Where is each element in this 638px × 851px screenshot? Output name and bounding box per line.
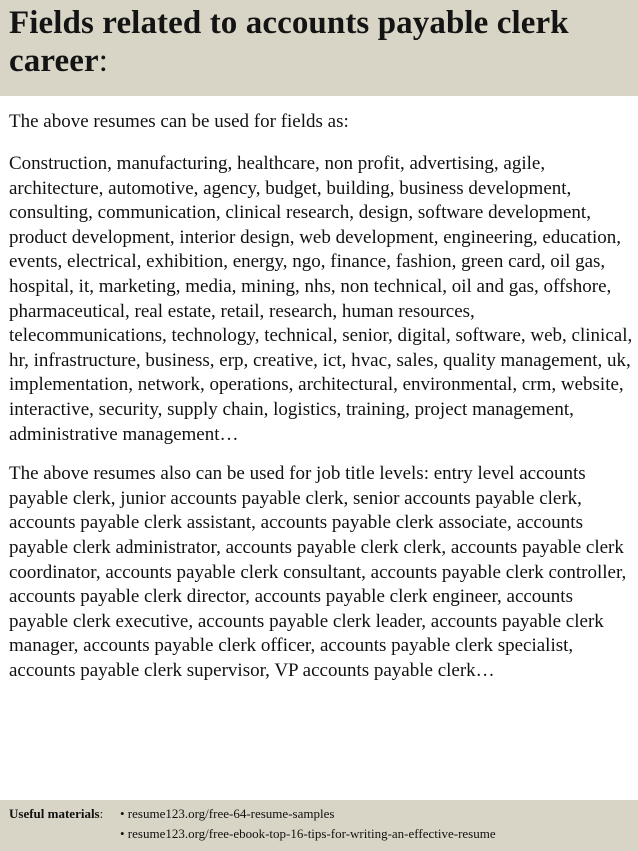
useful-materials-label-text: Useful materials bbox=[9, 806, 100, 821]
link-ebook-resume-tips[interactable]: • resume123.org/free-ebook-top-16-tips-for-writing-an-effective-resume bbox=[120, 826, 496, 841]
useful-materials-band bbox=[0, 800, 638, 851]
footer-row-1 bbox=[9, 804, 638, 824]
page-title-text: Fields related to accounts payable clerk career bbox=[9, 5, 569, 79]
intro-text: The above resumes can be used for fields as: bbox=[9, 111, 349, 132]
job-levels-text: The above resumes also can be used for job title levels: entry level accounts payable clerk, junior accounts payable clerk, senior accounts payable clerk, accounts payable clerk assistant, accounts payable clerk associate, accounts payable clerk administrator, accounts payable clerk clerk, accounts payable clerk coordinator, accounts payable clerk consultant, accounts payable clerk controller, accounts payable clerk director, accounts payable clerk engineer, accounts payable clerk executive, accounts payable clerk leader, accounts payable clerk manager, accounts payable clerk officer, accounts payable clerk specialist, accounts payable clerk supervisor, VP accounts payable clerk… bbox=[9, 463, 627, 681]
useful-materials-label bbox=[9, 804, 120, 824]
link-resume-samples[interactable]: • resume123.org/free-64-resume-samples bbox=[120, 806, 335, 821]
useful-materials-label-colon: : bbox=[99, 806, 104, 821]
main-content bbox=[9, 110, 633, 683]
footer-row-2 bbox=[9, 824, 638, 844]
page-title-colon: : bbox=[98, 43, 109, 79]
fields-list: Construction, manufacturing, healthcare, non profit, advertising, agile, architecture, automotive, agency, budget, building, business development, consulting, communication, clinical research, design, software development, product development, interior design, web development, engineering, education, events, electrical, exhibition, energy, ngo, finance, fashion, green card, oil gas, hospital, it, marketing, media, mining, nhs, non technical, oil and gas, offshore, pharmaceutical, real estate, retail, research, human resources, telecommunications, technology, technical, senior, digital, software, web, clinical, hr, infrastructure, business, erp, creative, ict, hvac, sales, quality management, uk, implementation, network, operations, architectural, environmental, crm, website, interactive, security, supply chain, logistics, training, project management, administrative management… bbox=[9, 153, 633, 445]
title-band bbox=[0, 0, 638, 96]
page-title bbox=[9, 4, 638, 80]
